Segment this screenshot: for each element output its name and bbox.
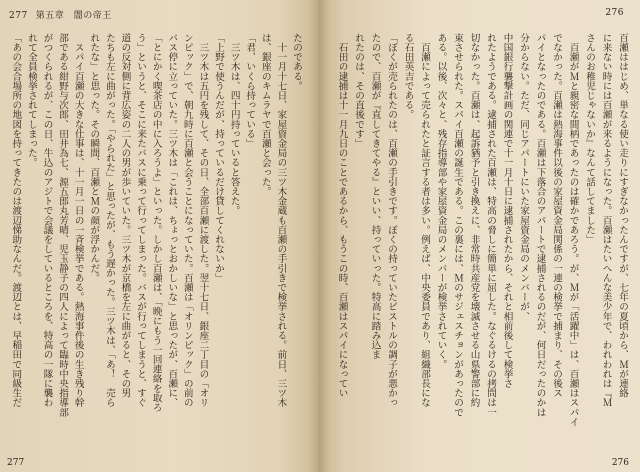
text-column: たので、百瀬が『直してきてやる』といい、持っていった。特高に踏み込ま <box>369 33 381 360</box>
left-page <box>0 0 318 472</box>
running-header <box>605 8 624 18</box>
text-column: 「上野で使うんだが、持っているだけ貸してくれないか」 <box>213 33 225 283</box>
chapter-title: 第五章 闇の帝王 <box>35 11 112 21</box>
body-text <box>333 33 630 449</box>
text-column: 「あの会合場所の地図を持ってきたのは渡辺悌助なんだ。渡辺とは、早稲田で同級生だ <box>10 33 22 408</box>
text-column: れて全員検挙されてしまった。 <box>25 33 37 168</box>
text-column: 中国銀行襲撃計画の関連で十一月十日に逮捕されたから、それと相前後して検挙さ <box>501 33 513 389</box>
text-column: 三ツ木は、四十円持っていると答えた。 <box>228 33 240 216</box>
header-page-number: 277 <box>9 11 28 21</box>
text-column: 「とにかく喫茶店の中に入ろうよ」といった。しかし百瀬は、「晩にもう一回連絡を取ろ <box>150 33 162 413</box>
text-column: ある。以後、次々と、残存指導部や家屋資金局のメンバーが検挙されていく。 <box>435 33 447 369</box>
footer-page-number: 276 <box>611 458 629 468</box>
text-column: 部である紺野与次郎、田井為七、源五郎丸芳晴、児玉静子の四人によって臨時中央指導部 <box>57 33 69 417</box>
text-column: る石田英吉である。 <box>402 33 414 120</box>
text-column: バス停に立っていた。三ツ木は「これは、ちょっとおかしいな」と思ったが、百瀬に、 <box>166 33 178 408</box>
text-column: さんのお稚児じゃないか』なんて話してました」 <box>584 33 595 245</box>
text-column: れたな」と思った。その瞬間、百瀬とＭの顔が浮かんだ。 <box>88 33 100 283</box>
text-column: パイとなったのである。百瀬は下落合のアパートで逮捕されるのだが、何日だったのかは <box>534 33 546 417</box>
text-column: 十一月十七日、家屋資金局の三ツ木金蔵も百瀬の手引きで検挙される。前日、三ツ木 <box>275 33 287 408</box>
text-column: 「ぼくが売られたのは、百瀬の手引きです。ぼくの持っていたピストルの調子が悪かっ <box>386 33 397 408</box>
text-column: たちも左に曲がった。「やられた」と思ったが、もう遅かった。三ツ木は、「あ！ 売ら <box>103 33 115 408</box>
text-column: 「君、いくら持っている」 <box>244 33 256 149</box>
text-column: 切なかった。百瀬は、起訴猶予と引き換えに、非常時共産党を壊滅させる山県警部に約 <box>468 33 480 408</box>
text-column: 束させられた。スパイ百瀬の誕生である。この裏には、Ｍのサジェスチョンがあったので <box>452 33 463 417</box>
right-page <box>318 0 640 472</box>
text-column: 百瀬がＭと親密な間柄であったのは確かであろう。が、Ｍが「活躍中」は、百瀬はスパイ <box>567 33 579 427</box>
text-column: スパイ百瀬の大きな仕事は、十一月一日の一斉検挙である。熱海事件後の生き残り幹 <box>72 33 84 408</box>
header-page-number: 276 <box>605 8 624 18</box>
text-column: れたのは、その直後です」 <box>353 33 364 149</box>
text-column: 百瀬によって売られたと証言する者は多い。例えば、中央委員であり、組織部長にな <box>419 33 430 408</box>
text-column: に来ない時には百瀬が来るようになった。百瀬はたいへんな美少年で、われわれは『Ｍ <box>600 33 612 408</box>
running-header <box>9 8 112 21</box>
text-column: 百瀬ははじめ、単なる使い走りにすぎなかったんですが、七年の夏頃から、Ｍが連絡 <box>617 33 628 398</box>
text-column: がつくられるが、この日、牛込のアジトで会議をしているところを、特高の一隊に襲わ <box>41 33 53 408</box>
body-text <box>7 33 304 449</box>
text-column: 道の反対側に背広姿の二人の男が歩いていた。三ツ木が京橋を左に曲がると、その男 <box>119 33 131 398</box>
text-column: れたようである。逮捕された百瀬は、特高の脅しに簡単に屈した。なぐるけるの拷問は一 <box>485 33 496 417</box>
text-column: でなかった。百瀬は熱海事件以後の家屋資金局関係の一連の検挙で捕まり、その後ス <box>551 33 562 398</box>
text-column: は、銀座のキムラヤで百瀬と会った。 <box>259 33 271 197</box>
text-column: 石田の逮捕は十一月九日のことであるから、もうこの時、百瀬はスパイになってい <box>336 33 348 398</box>
text-column: 分からない。ただ、同じアパートにいた家屋資金局のメンバーが、 <box>518 33 529 321</box>
text-column: たのである。 <box>291 33 302 91</box>
text-column: 三ツ木は五円を残して、その日、全部百瀬に渡した。翌十七日、銀座二丁目の「オリ <box>197 33 209 408</box>
footer-page-number: 277 <box>7 458 25 468</box>
text-column: ンピック」で、朝九時に百瀬と会うことになっていた。百瀬は「オリンピック」の前の <box>181 33 193 408</box>
text-column: う」というと、そこに来たバスに乗って行ってしまった。バスが行ってしまうと、すぐ <box>135 33 147 408</box>
